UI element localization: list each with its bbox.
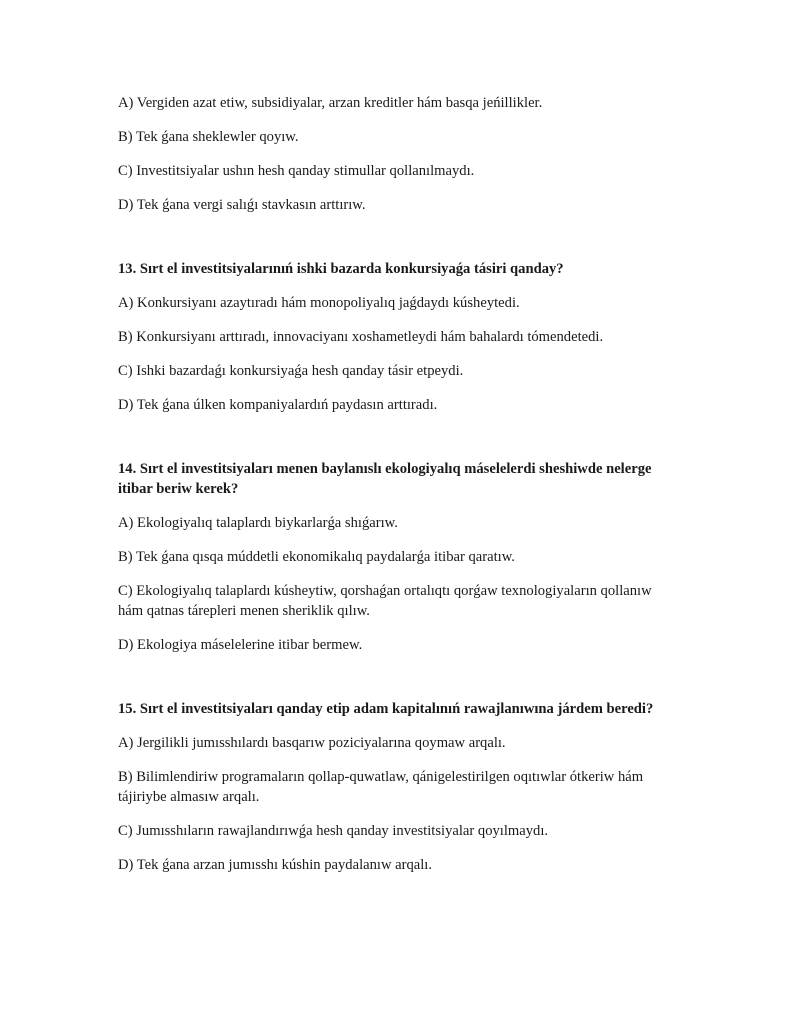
question-title: 14. Sırt el investitsiyaları menen baylanıslı ekologiyalıq máselelerdi sheshiwde nelerge itibar beriw kerek? <box>118 461 652 497</box>
option-c: C) Jumısshıların rawajlandırıwǵa hesh qanday investitsiyalar qoyılmaydı. <box>118 823 549 839</box>
spacer <box>118 229 678 259</box>
option-d: D) Tek ǵana vergi salıǵı stavkasın arttırıw. <box>118 197 366 213</box>
question-block-14 <box>118 459 678 655</box>
option-c: C) Ishki bazardaǵı konkursiyaǵa hesh qanday tásir etpeydi. <box>118 363 464 379</box>
option-b: B) Tek ǵana sheklewler qoyıw. <box>118 129 299 145</box>
spacer <box>118 669 678 699</box>
option-a: A) Vergiden azat etiw, subsidiyalar, arzan kreditler hám basqa jeńillikler. <box>118 95 543 111</box>
option-b: B) Konkursiyanı arttıradı, innovaciyanı xoshametleydi hám bahalardı tómendetedi. <box>118 329 604 345</box>
option-d: D) Ekologiya máselelerine itibar bermew. <box>118 637 363 653</box>
question-title: 13. Sırt el investitsiyalarınıń ishki bazarda konkursiyaǵa tásiri qanday? <box>118 261 564 277</box>
question-list <box>118 93 678 889</box>
question-block-15 <box>118 699 678 875</box>
option-c: C) Investitsiyalar ushın hesh qanday stimullar qollanılmaydı. <box>118 163 475 179</box>
question-block-12-continued <box>118 93 678 215</box>
spacer <box>118 429 678 459</box>
option-d: D) Tek ǵana úlken kompaniyalardıń paydasın arttıradı. <box>118 397 438 413</box>
option-d: D) Tek ǵana arzan jumısshı kúshin paydalanıw arqalı. <box>118 857 433 873</box>
option-c: C) Ekologiyalıq talaplardı kúsheytiw, qorshaǵan ortalıqtı qorǵaw texnologiyaların qollanıw hám qatnas tárepleri menen sheriklik qılıw. <box>118 583 652 619</box>
question-block-13 <box>118 259 678 415</box>
option-b: B) Tek ǵana qısqa múddetli ekonomikalıq paydalarǵa itibar qaratıw. <box>118 549 515 565</box>
option-a: A) Jergilikli jumısshılardı basqarıw poziciyalarına qoymaw arqalı. <box>118 735 506 751</box>
option-b: B) Bilimlendiriw programaların qollap-quwatlaw, qánigelestirilgen oqıtıwlar ótkeriw hám tájiriybe almasıw arqalı. <box>118 769 644 805</box>
question-title: 15. Sırt el investitsiyaları qanday etip adam kapitalınıń rawajlanıwına járdem beredi? <box>118 701 654 717</box>
option-a: A) Konkursiyanı azaytıradı hám monopoliyalıq jaǵdaydı kúsheytedi. <box>118 295 520 311</box>
option-a: A) Ekologiyalıq talaplardı biykarlarǵa shıǵarıw. <box>118 515 398 531</box>
